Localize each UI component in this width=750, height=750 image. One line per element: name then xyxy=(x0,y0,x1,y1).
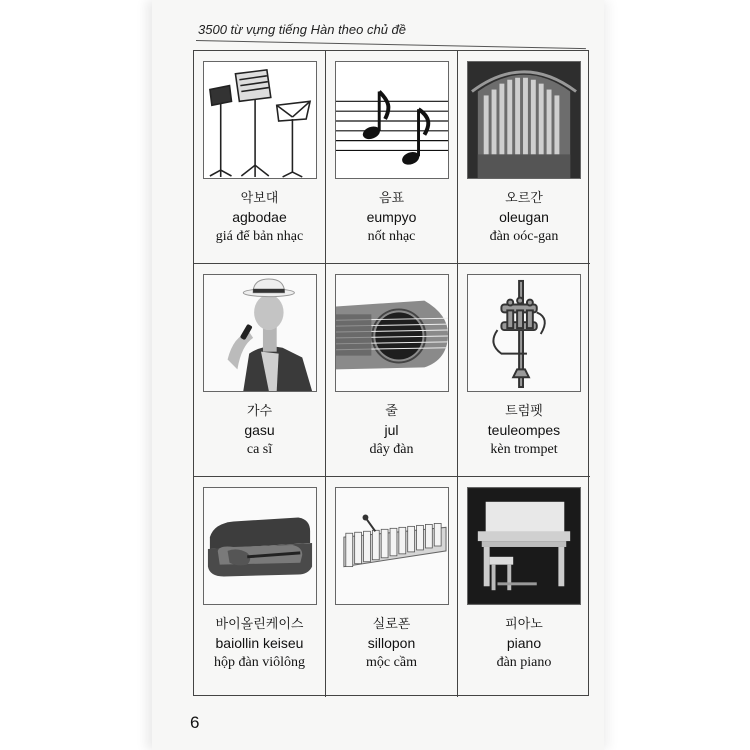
korean-word: 음표 xyxy=(378,191,405,206)
vocab-card-organ xyxy=(458,51,590,264)
korean-word: 트럼펫 xyxy=(505,404,543,419)
vocab-card-trumpet xyxy=(458,264,590,477)
korean-word: 가수 xyxy=(246,404,273,419)
vocab-card-piano xyxy=(458,477,590,697)
page-number: 6 xyxy=(190,713,200,732)
korean-word: 바이올린케이스 xyxy=(215,617,304,632)
romanization: agbodae xyxy=(232,209,287,225)
vietnamese-meaning: kèn trompet xyxy=(490,442,558,457)
vocab-card-singer xyxy=(194,264,326,477)
romanization: piano xyxy=(506,635,542,651)
piano-icon xyxy=(467,487,581,605)
korean-word: 피아노 xyxy=(505,617,543,632)
singer-icon xyxy=(203,274,317,392)
vietnamese-meaning: nốt nhạc xyxy=(367,229,416,244)
romanization: jul xyxy=(384,422,399,438)
korean-word: 악보대 xyxy=(240,191,279,206)
organ-icon xyxy=(467,61,581,179)
romanization: oleugan xyxy=(499,209,549,225)
romanization: gasu xyxy=(244,422,275,438)
korean-word: 줄 xyxy=(385,404,398,419)
violin-case-icon xyxy=(203,487,317,605)
guitar-strings-icon xyxy=(335,274,449,392)
page-header-title: 3500 từ vựng tiếng Hàn theo chủ đề xyxy=(198,22,407,37)
vietnamese-meaning: hộp đàn viôlông xyxy=(214,655,305,670)
vietnamese-meaning: ca sĩ xyxy=(246,442,273,457)
romanization: eumpyo xyxy=(366,209,417,225)
vietnamese-meaning: mộc cầm xyxy=(366,655,417,670)
vocab-card-violin-case xyxy=(194,477,326,697)
korean-word: 실로폰 xyxy=(372,617,411,632)
vietnamese-meaning: đàn oóc-gan xyxy=(489,229,559,244)
vietnamese-meaning: giá để bản nhạc xyxy=(215,229,304,244)
vietnamese-meaning: đàn piano xyxy=(496,655,552,670)
korean-word: 오르간 xyxy=(505,191,543,206)
music-note-icon xyxy=(335,61,449,179)
romanization: baiollin keiseu xyxy=(215,635,304,651)
romanization: sillopon xyxy=(367,635,416,651)
vocabulary-grid xyxy=(193,50,589,696)
xylophone-icon xyxy=(335,487,449,605)
romanization: teuleompes xyxy=(487,422,561,438)
music-stand-icon xyxy=(203,61,317,179)
vocab-card-music-stand xyxy=(194,51,326,264)
trumpet-icon xyxy=(467,274,581,392)
vietnamese-meaning: dây đàn xyxy=(369,442,414,457)
vocab-card-music-note xyxy=(326,51,458,264)
vocab-card-xylophone xyxy=(326,477,458,697)
vocab-card-strings xyxy=(326,264,458,477)
